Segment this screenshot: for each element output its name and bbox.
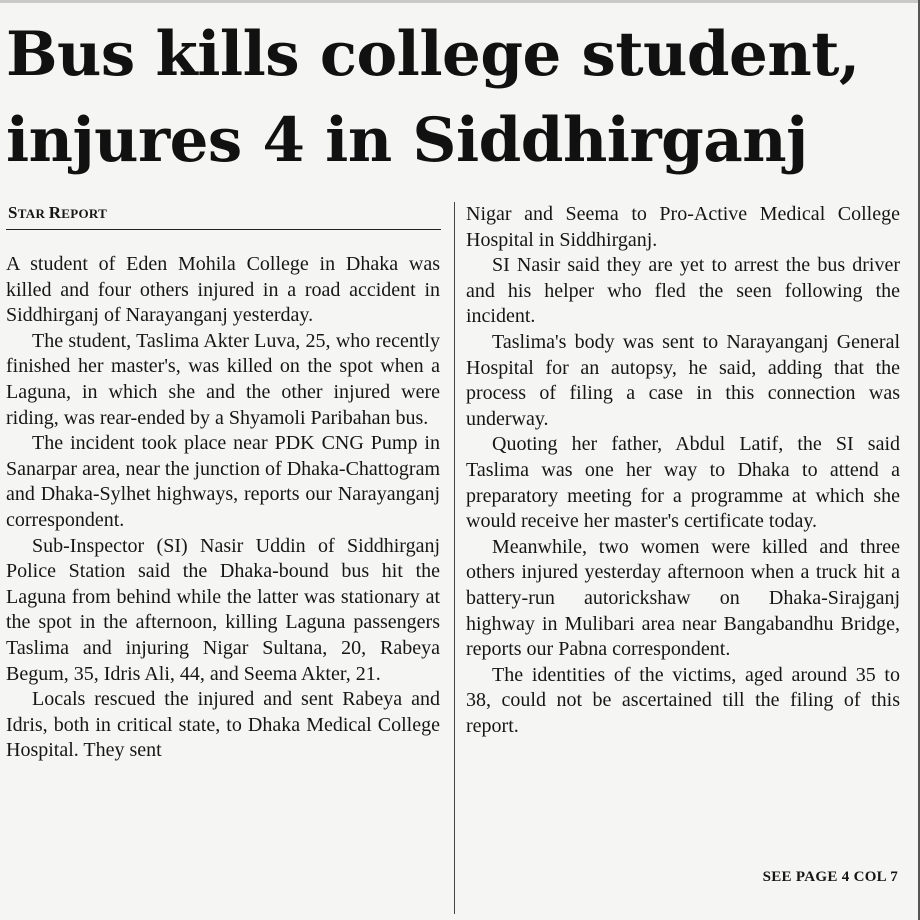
continuation-note: SEE PAGE 4 COL 7 [762, 869, 898, 885]
paragraph: The identities of the victims, aged around 35 to 38, could not be ascertained till the filing of this report. [466, 663, 900, 737]
headline-line-1: Bus kills college student, [6, 19, 860, 90]
headline [6, 12, 911, 184]
paragraph: Quoting her father, Abdul Latif, the SI said Taslima was one her way to Dhaka to attend a preparatory meeting for a programme at which she would receive her master's certificate today. [466, 433, 900, 533]
paragraph: Nigar and Seema to Pro-Active Medical College Hospital in Siddhirganj. [466, 203, 900, 251]
paragraph: The student, Taslima Akter Luva, 25, who recently finished her master's, was killed on the spot when a Laguna, in which she and the other injured were riding, was rear-ended by a Shyamoli Paribahan bus. [6, 329, 440, 429]
headline-line-2: injures 4 in Siddhirganj [6, 105, 808, 176]
paragraph: Locals rescued the injured and sent Rabeya and Idris, both in critical state, to Dhaka Medical College Hospital. They sent [6, 688, 440, 762]
paragraph: Sub-Inspector (SI) Nasir Uddin of Siddhirganj Police Station said the Dhaka-bound bus hit the Laguna from behind while the latter was stationary at the spot in the afternoon, killing Laguna passengers Taslima and injuring Nigar Sultana, 20, Rabeya Begum, 35, Idris Ali, 44, and Seema Akter, 21. [6, 534, 440, 685]
paragraph: Meanwhile, two women were killed and three others injured yesterday afternoon when a truck hit a battery-run autorickshaw on Dhaka-Sirajganj highway in Mulibari area near Bangabandhu Bridge, reports our Pabna correspondent. [466, 535, 900, 661]
article-column-2 [466, 202, 900, 739]
byline-rule [6, 229, 441, 230]
byline-rest-1: TAR [17, 206, 49, 221]
byline-rest-2: EPORT [61, 206, 108, 221]
paragraph: SI Nasir said they are yet to arrest the bus driver and his helper who fled the seen following the incident. [466, 254, 900, 328]
byline-initial-2: R [48, 203, 62, 222]
byline-initial-1: S [8, 203, 18, 222]
paragraph: A student of Eden Mohila College in Dhaka was killed and four others injured in a road accident in Siddhirganj of Narayanganj yesterday. [6, 253, 440, 327]
paragraph: The incident took place near PDK CNG Pump in Sanarpar area, near the junction of Dhaka-Chattogram and Dhaka-Sylhet highways, reports our Narayanganj correspondent. [6, 432, 440, 531]
top-rule [0, 0, 920, 3]
paragraph: Taslima's body was sent to Narayanganj General Hospital for an autopsy, he said, adding that the process of filing a case in this connection was underway. [466, 330, 900, 430]
column-divider [454, 202, 455, 914]
article-column-1 [6, 252, 440, 764]
byline [8, 203, 107, 223]
